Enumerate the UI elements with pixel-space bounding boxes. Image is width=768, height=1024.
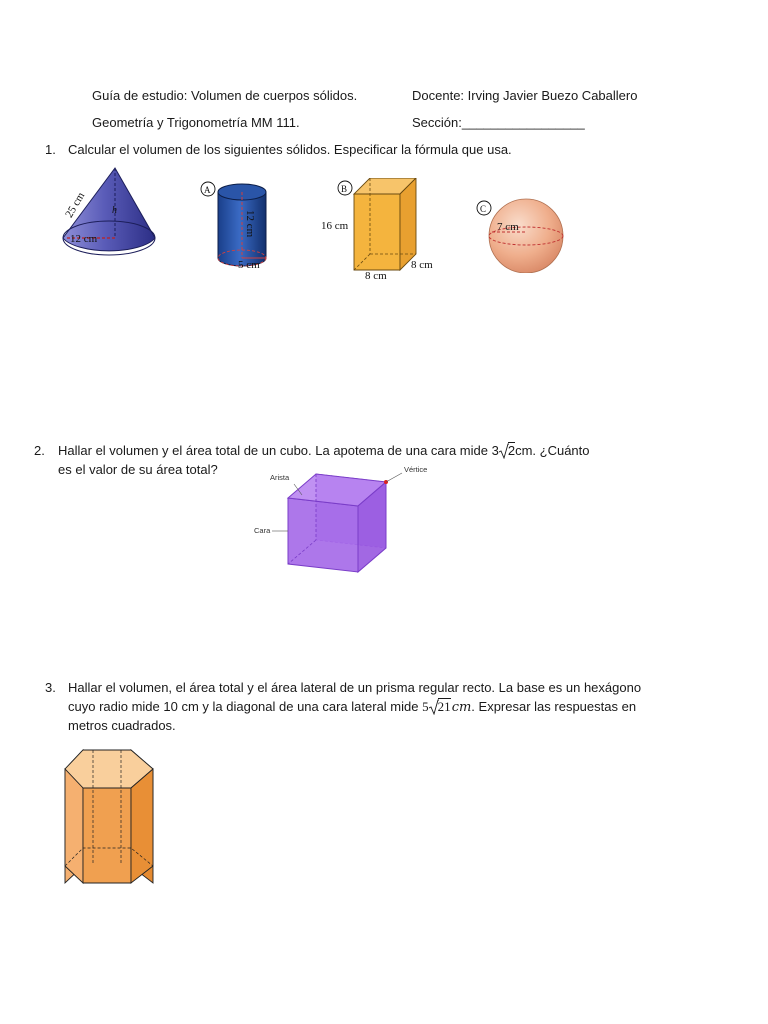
cone-figure — [55, 160, 160, 270]
q3-radicand: 21 — [437, 699, 451, 714]
q2-text-b: cm. ¿Cuánto — [515, 443, 590, 458]
cylinder-height-label: 12 cm — [244, 210, 256, 238]
cube-vertex-label: Vértice — [404, 465, 428, 474]
q1-number: 1. — [45, 142, 56, 157]
cylinder-figure — [198, 180, 273, 272]
q2-coefficient: 3 — [491, 443, 499, 458]
sphere-tag: C — [480, 204, 487, 214]
cylinder-tag: A — [204, 185, 211, 195]
q2-text — [58, 443, 590, 459]
prism-depth-label: 8 cm — [411, 259, 433, 271]
cube-edge-label: Arista — [270, 473, 290, 482]
course-name: Geometría y Trigonometría MM 111. — [92, 115, 300, 130]
prism-height-label: 16 cm — [321, 220, 349, 232]
q2-radicand: 2 — [507, 443, 516, 458]
q3-text-b: . Expresar las respuestas en — [471, 699, 637, 714]
q3-number: 3. — [45, 680, 56, 695]
cone-height-label: h — [112, 205, 117, 216]
cone-radius-label: 12 cm — [70, 233, 98, 245]
section-field: Sección:_________________ — [412, 115, 585, 130]
radical-sign-icon — [499, 443, 509, 459]
cylinder-radius-label: 5 cm — [238, 259, 260, 271]
radical-sign-icon — [429, 699, 439, 715]
q3-text-a: cuyo radio mide 10 cm y la diagonal de una cara lateral mide — [68, 699, 423, 714]
prism-tag: B — [341, 184, 348, 194]
prism-width-label: 8 cm — [365, 270, 387, 282]
sphere-radius-label: 7 cm — [497, 221, 519, 233]
q2-text-a: Hallar el volumen y el área total de un cubo. La apotema de una cara mide — [58, 443, 492, 458]
q3-coefficient: 5 — [422, 699, 429, 714]
prism-figure — [318, 178, 448, 282]
q3-line3: metros cuadrados. — [68, 718, 176, 733]
q2-number: 2. — [34, 443, 45, 458]
hexagonal-prism-figure — [60, 748, 158, 888]
cone-slant-label: 25 cm — [63, 190, 88, 220]
q3-radical — [429, 699, 451, 715]
cube-figure — [250, 462, 432, 578]
q2-radical — [499, 443, 515, 459]
guide-title: Guía de estudio: Volumen de cuerpos sólidos. — [92, 88, 358, 103]
teacher-name: Docente: Irving Javier Buezo Caballero — [412, 88, 638, 103]
q1-text: Calcular el volumen de los siguientes sólidos. Especificar la fórmula que usa. — [68, 142, 512, 157]
cube-face-label: Cara — [254, 526, 271, 535]
q3-line2 — [68, 699, 636, 716]
q3-line1: Hallar el volumen, el área total y el área lateral de un prisma regular recto. La base es un hexágono — [68, 680, 642, 695]
q2-line2: es el valor de su área total? — [58, 462, 218, 477]
q3-unit: cm — [451, 700, 472, 715]
sphere-figure — [475, 198, 570, 273]
